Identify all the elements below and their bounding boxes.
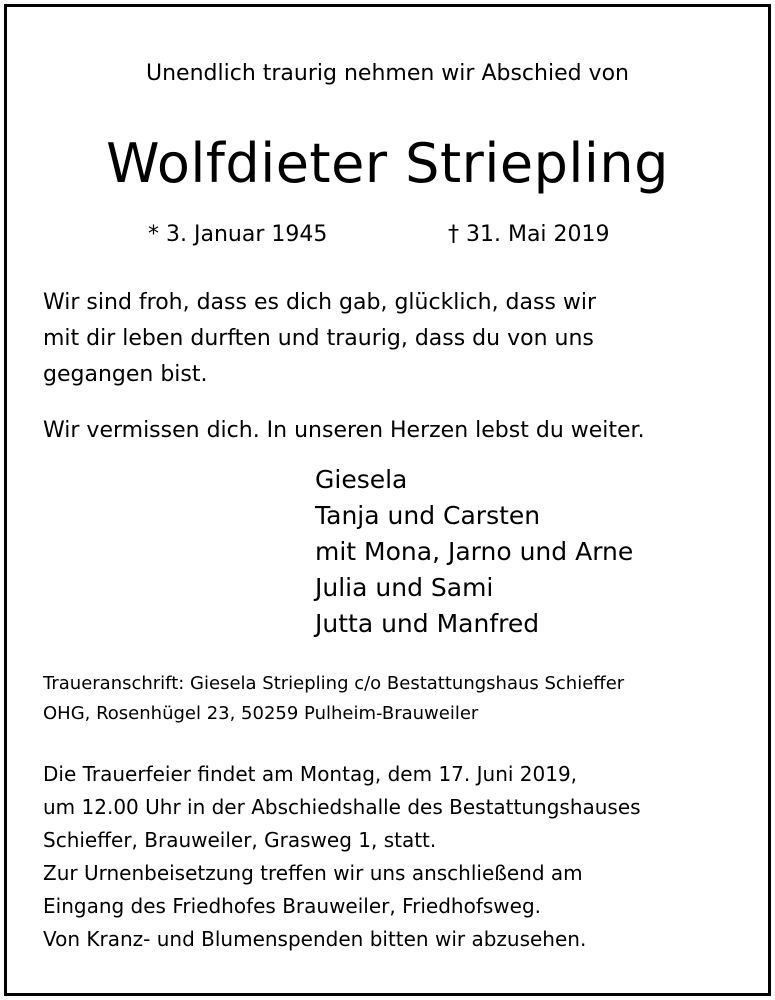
ceremony-info [43,758,641,956]
ceremony-line: um 12.00 Uhr in der Abschiedshalle des Bestattungshauses [43,795,641,819]
poem-line: Wir sind froh, dass es dich gab, glücklich, dass wir [43,290,597,315]
address-line: Traueranschrift: Giesela Striepling c/o Bestattungshaus Schieffer [43,673,625,694]
mourner: Julia und Sami [315,573,494,602]
mourner: Jutta und Manfred [315,609,540,638]
mourner: Tanja und Carsten [315,501,541,530]
poem-line: gegangen bist. [43,362,208,387]
intro-text: Unendlich traurig nehmen wir Abschied von [146,61,629,86]
mourning-address [43,669,624,729]
ceremony-line: Eingang des Friedhofes Brauweiler, Friedhofsweg. [43,894,541,918]
mourners-list [315,462,633,642]
ceremony-line: Von Kranz- und Blumenspenden bitten wir abzusehen. [43,927,587,951]
mourner: mit Mona, Jarno und Arne [315,537,634,566]
ceremony-line: Die Trauerfeier findet am Montag, dem 17. Juni 2019, [43,762,578,786]
death-date: † 31. Mai 2019 [448,222,610,247]
mourner: Giesela [315,465,408,494]
poem-line: mit dir leben durften und traurig, dass du von uns [43,326,594,351]
ceremony-line: Zur Urnenbeisetzung treffen wir uns anschließend am [43,861,583,885]
deceased-name: Wolfdieter Striepling [106,132,669,195]
birth-date: * 3. Januar 1945 [148,222,328,247]
closing-text: Wir vermissen dich. In unseren Herzen lebst du weiter. [43,418,645,443]
ceremony-line: Schieffer, Brauweiler, Grasweg 1, statt. [43,828,437,852]
address-line: OHG, Rosenhügel 23, 50259 Pulheim-Brauweiler [43,703,479,724]
poem [43,285,743,393]
